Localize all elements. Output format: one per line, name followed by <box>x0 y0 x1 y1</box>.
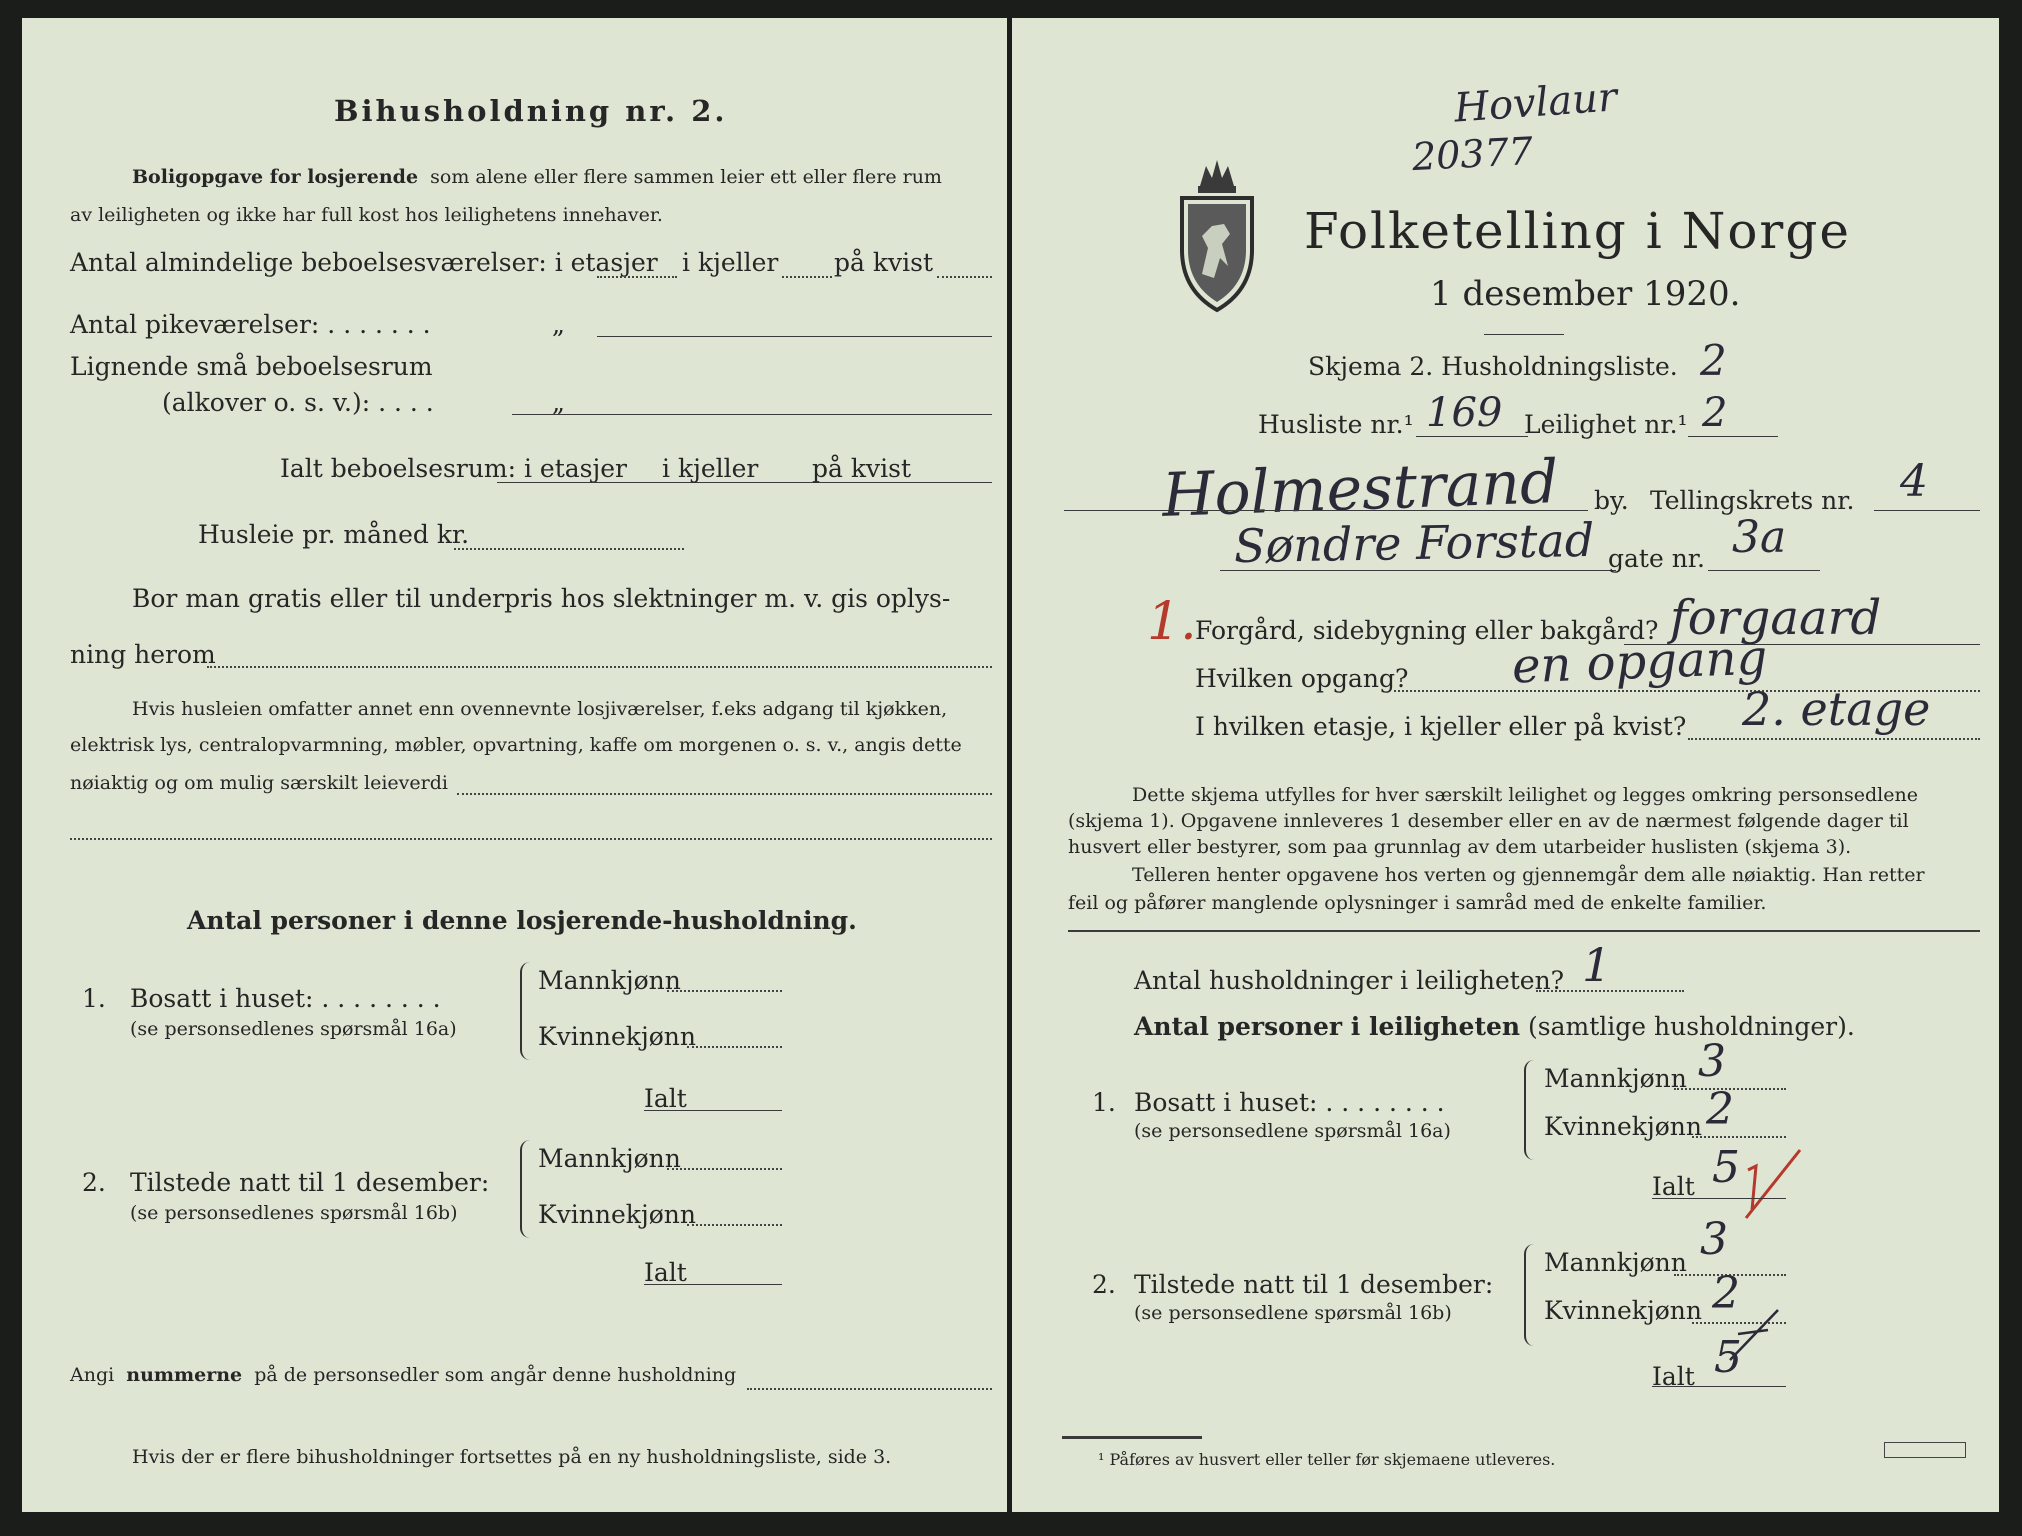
q2-total-label: Ialt <box>644 1258 687 1287</box>
rq2-note: (se personsedlene spørsmål 16b) <box>1134 1302 1452 1324</box>
small-ditto-mark: „ <box>552 388 565 417</box>
rooms-cellar-label: i kjeller <box>682 248 779 277</box>
small-rooms-label-1: Lignende små beboelsesrum <box>70 352 433 381</box>
district-field[interactable] <box>1874 510 1980 511</box>
q2-number: 2. <box>82 1168 106 1197</box>
house-list-label: Husliste nr.¹ <box>1258 410 1414 439</box>
free-rent-line-1: Bor man gratis eller til underpris hos slektninger m. v. gis oplys- <box>132 584 951 613</box>
hw-q1-total: 5 <box>1712 1142 1740 1193</box>
intro-bold: Boligopgave for losjerende <box>132 166 419 188</box>
norway-coat-of-arms-icon <box>1172 154 1262 314</box>
rooms-attic-field[interactable] <box>937 276 992 278</box>
hw-apartment: 2 <box>1702 390 1728 436</box>
hw-q2-female: 2 <box>1712 1268 1740 1319</box>
q1-note: (se personsedlenes spørsmål 16a) <box>130 1018 457 1040</box>
hw-q-mark: 1. <box>1147 592 1197 652</box>
extras-field[interactable] <box>457 793 992 795</box>
rq1-female-label: Kvinnekjønn <box>1544 1112 1702 1141</box>
street-field[interactable] <box>1220 570 1616 571</box>
q1-total-field[interactable] <box>644 1110 782 1111</box>
q1-brace <box>520 962 530 1060</box>
q2-female-field[interactable] <box>687 1224 782 1226</box>
intro-line-1 <box>132 166 942 188</box>
section-divider <box>1068 930 1980 932</box>
left-page <box>22 18 1007 1512</box>
town-field[interactable] <box>1064 510 1588 511</box>
printer-mark-icon <box>1884 1442 1966 1458</box>
extras-field-2[interactable] <box>70 838 992 840</box>
hw-q1-male: 3 <box>1698 1036 1726 1087</box>
rooms-label: Antal almindelige beboelsesværelser: i etasjer <box>70 248 658 277</box>
rooms-attic-label: på kvist <box>834 248 933 277</box>
persons-heading-line <box>1134 1012 1855 1041</box>
q2-male-field[interactable] <box>667 1168 782 1170</box>
entrance-label: Hvilken opgang? <box>1195 664 1409 693</box>
intro-line-2: av leiligheten og ikke har full kost hos leilighetens innehaver. <box>70 204 663 226</box>
instr-1: Dette skjema utfylles for hver særskilt leilighet og legges omkring personsedlene <box>1132 784 1918 806</box>
rq2-total-field[interactable] <box>1652 1386 1786 1387</box>
courtyard-label: Forgård, sidebygning eller bakgård? <box>1195 616 1659 645</box>
street-suffix: gate nr. <box>1608 544 1705 573</box>
q2-total-field[interactable] <box>644 1284 782 1285</box>
maid-rooms-field[interactable] <box>597 336 992 337</box>
q2-brace <box>520 1140 530 1238</box>
persons-heading: Antal personer i denne losjerende-husholdning. <box>187 906 857 935</box>
street-no-field[interactable] <box>1708 570 1820 571</box>
hw-street-no: 3a <box>1732 512 1787 563</box>
persons-bold: Antal personer i leiligheten <box>1134 1012 1521 1041</box>
hw-district: 4 <box>1900 456 1928 507</box>
hw-number-top: 20377 <box>1410 128 1534 180</box>
rooms-etasjer-field[interactable] <box>597 276 677 278</box>
rent-field[interactable] <box>454 548 684 550</box>
rq1-number: 1. <box>1092 1088 1116 1117</box>
q1-male-label: Mannkjønn <box>538 966 681 995</box>
q2-note: (se personsedlenes spørsmål 16b) <box>130 1202 458 1224</box>
rq1-total-field[interactable] <box>1652 1198 1786 1199</box>
apartment-field[interactable] <box>1688 436 1778 437</box>
schema-label: Skjema 2. Husholdningsliste. <box>1308 352 1678 381</box>
hw-house-list: 169 <box>1426 390 1503 436</box>
right-title: Folketelling i Norge <box>1304 202 1851 260</box>
hw-courtyard: forgaard <box>1670 590 1882 646</box>
extras-line-1: Hvis husleien omfatter annet enn ovennevnte losjiværelser, f.eks adgang til kjøkken, <box>132 698 948 720</box>
rq2-male-label: Mannkjønn <box>1544 1248 1687 1277</box>
total-rooms-attic-label: på kvist <box>812 454 911 483</box>
left-heading: Bihusholdning nr. 2. <box>334 94 728 128</box>
instr-5: feil og påfører manglende oplysninger i samråd med de enkelte familier. <box>1068 892 1767 914</box>
q1-total-label: Ialt <box>644 1084 687 1113</box>
rq1-label: Bosatt i huset: . . . . . . . . <box>1134 1088 1445 1117</box>
hw-street: Søndre Forstad <box>1233 512 1595 574</box>
instr-2: (skjema 1). Opgavene innleveres 1 desember eller en av de nærmest følgende dager til <box>1068 810 1909 832</box>
footnote: ¹ Påføres av husvert eller teller før skjemaene utleveres. <box>1098 1450 1556 1469</box>
hw-place-top: Hovlaur <box>1452 74 1619 132</box>
rq2-number: 2. <box>1092 1270 1116 1299</box>
instr-3: husvert eller bestyrer, som paa grunnlag av dem utarbeider huslisten (skjema 3). <box>1068 836 1852 858</box>
hw-q1-female: 2 <box>1706 1084 1734 1135</box>
hw-q2-total: 5 <box>1714 1332 1742 1383</box>
rq2-brace <box>1524 1244 1534 1346</box>
apartment-label: Leilighet nr.¹ <box>1524 410 1688 439</box>
hw-list-no: 2 <box>1700 336 1727 385</box>
town-suffix: by. <box>1594 486 1629 515</box>
numbers-rest: på de personsedler som angår denne husholdning <box>254 1364 737 1386</box>
rq2-female-label: Kvinnekjønn <box>1544 1296 1702 1325</box>
q1-male-field[interactable] <box>667 990 782 992</box>
right-date: 1 desember 1920. <box>1430 274 1741 314</box>
small-rooms-label-2: (alkover o. s. v.): . . . . <box>162 388 434 417</box>
intro-rest: som alene eller flere sammen leier ett eller flere rum <box>430 166 942 188</box>
maid-ditto-mark: „ <box>552 310 565 339</box>
q2-male-label: Mannkjønn <box>538 1144 681 1173</box>
house-list-field[interactable] <box>1416 436 1528 437</box>
rooms-cellar-field[interactable] <box>782 276 832 278</box>
maid-rooms-label: Antal pikeværelser: . . . . . . . <box>70 310 431 339</box>
right-page <box>1012 18 1999 1512</box>
hw-entrance: en opgang <box>1511 629 1769 695</box>
footnote-rule <box>1062 1436 1202 1439</box>
small-rooms-field[interactable] <box>512 414 992 415</box>
total-rooms-cellar-label: i kjeller <box>662 454 759 483</box>
numbers-bold: nummerne <box>126 1364 243 1386</box>
date-underline <box>1484 334 1564 335</box>
numbers-line <box>70 1364 736 1386</box>
hw-town: Holmestrand <box>1160 447 1560 531</box>
rq1-total-label: Ialt <box>1652 1172 1695 1201</box>
numbers-prefix: Angi <box>70 1364 115 1386</box>
district-label: Tellingskrets nr. <box>1650 486 1855 515</box>
households-label: Antal husholdninger i leiligheten? <box>1134 966 1565 995</box>
rq1-female-field[interactable] <box>1692 1136 1786 1138</box>
free-rent-line-2: ning herom <box>70 640 216 669</box>
q1-female-field[interactable] <box>687 1046 782 1048</box>
numbers-field[interactable] <box>747 1388 992 1390</box>
q2-label: Tilstede natt til 1 desember: <box>130 1168 490 1197</box>
floor-label: I hvilken etasje, i kjeller eller på kvist? <box>1195 712 1687 741</box>
q2-female-label: Kvinnekjønn <box>538 1200 696 1229</box>
rq2-total-label: Ialt <box>1652 1362 1695 1391</box>
rq1-male-label: Mannkjønn <box>1544 1064 1687 1093</box>
q1-label: Bosatt i huset: . . . . . . . . <box>130 984 441 1013</box>
rq2-label: Tilstede natt til 1 desember: <box>1134 1270 1494 1299</box>
rq1-note: (se personsedlene spørsmål 16a) <box>1134 1120 1451 1142</box>
extras-line-2: elektrisk lys, centralopvarmning, møbler, opvartning, kaffe om morgenen o. s. v., angis dette <box>70 734 962 756</box>
q1-female-label: Kvinnekjønn <box>538 1022 696 1051</box>
red-correction-mark-icon <box>1738 1146 1806 1228</box>
instr-4: Telleren henter opgavene hos verten og gjennemgår dem alle nøiaktig. Han retter <box>1132 864 1925 886</box>
rq1-brace <box>1524 1060 1534 1160</box>
extras-line-3: nøiaktig og om mulig særskilt leieverdi <box>70 772 448 794</box>
hw-q2-male: 3 <box>1700 1214 1728 1265</box>
households-field[interactable] <box>1536 990 1684 992</box>
total-rooms-label: Ialt beboelsesrum: i etasjer <box>280 454 628 483</box>
hw-households: 1 <box>1582 938 1612 992</box>
free-rent-field[interactable] <box>207 666 992 668</box>
hw-floor: 2. etage <box>1742 682 1931 736</box>
persons-rest: (samtlige husholdninger). <box>1528 1012 1855 1041</box>
rent-label: Husleie pr. måned kr. <box>198 520 470 549</box>
floor-field[interactable] <box>1688 738 1980 740</box>
q1-number: 1. <box>82 984 106 1013</box>
left-footer: Hvis der er flere bihusholdninger fortsettes på en ny husholdningsliste, side 3. <box>132 1446 892 1468</box>
